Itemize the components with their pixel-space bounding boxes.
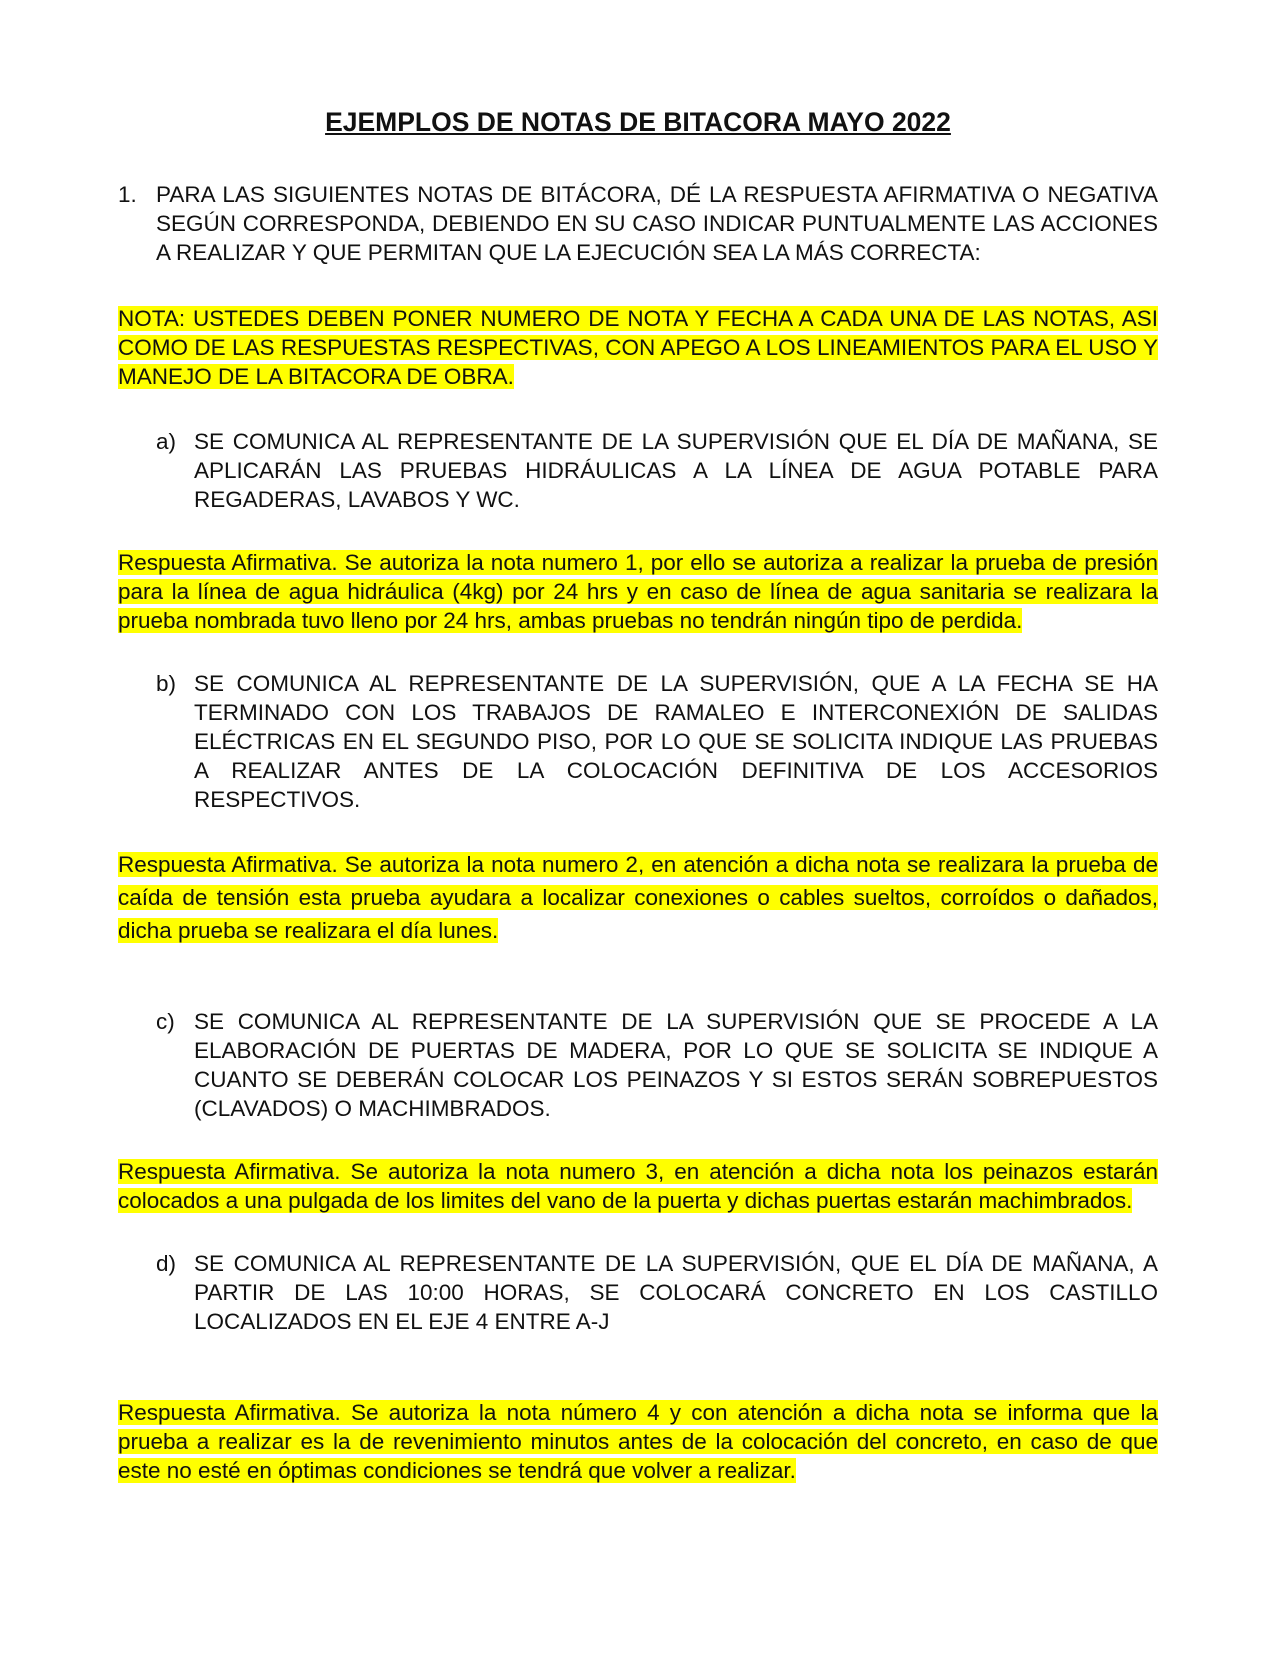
note-item-text: SE COMUNICA AL REPRESENTANTE DE LA SUPERVISIÓN QUE SE PROCEDE A LA ELABORACIÓN DE PUERTAS DE MADERA, POR LO QUE SE SOLICITA SE INDIQUE A CUANTO SE DEBERÁN COLOCAR LOS PEINAZOS Y SI ESTOS SERÁN SOBREPUESTOS (CLAVADOS) O MACHIMBRADOS. [194,1009,1158,1121]
question-number: 1. [118,182,137,207]
answer-text: Respuesta Afirmativa. Se autoriza la nota numero 1, por ello se autoriza a realizar la prueba de presión para la línea de agua hidráulica (4kg) por 24 hrs y en caso de línea de agua sanitaria se realizara la prueba nombrada tuvo lleno por 24 hrs, ambas pruebas no tendrán ningún tipo de perdida. [118,550,1158,633]
answer-text: Respuesta Afirmativa. Se autoriza la nota numero 2, en atención a dicha nota se realizara la prueba de caída de tensión esta prueba ayudara a localizar conexiones o cables sueltos, corroídos o dañados, dicha prueba se realizara el día lunes. [118,852,1158,943]
instruction-note [118,304,1158,391]
answer-c [118,1157,1158,1215]
note-item-b [156,669,1158,814]
note-item-d [156,1249,1158,1336]
answer-b [118,848,1158,947]
note-item-label: a) [156,429,177,454]
note-item-text: SE COMUNICA AL REPRESENTANTE DE LA SUPERVISIÓN, QUE A LA FECHA SE HA TERMINADO CON LOS TRABAJOS DE RAMALEO E INTERCONEXIÓN DE SALIDAS ELÉCTRICAS EN EL SEGUNDO PISO, POR LO QUE SE SOLICITA INDIQUE LAS PRUEBAS A REALIZAR ANTES DE LA COLOCACIÓN DEFINITIVA DE LOS ACCESORIOS RESPECTIVOS. [194,671,1158,812]
question-text: PARA LAS SIGUIENTES NOTAS DE BITÁCORA, DÉ LA RESPUESTA AFIRMATIVA O NEGATIVA SEGÚN CORRESPONDA, DEBIENDO EN SU CASO INDICAR PUNTUALMENTE LAS ACCIONES A REALIZAR Y QUE PERMITAN QUE LA EJECUCIÓN SEA LA MÁS CORRECTA: [156,182,1158,265]
answer-text: Respuesta Afirmativa. Se autoriza la nota número 4 y con atención a dicha nota se informa que la prueba a realizar es la de revenimiento minutos antes de la colocación del concreto, en caso de que este no esté en óptimas condiciones se tendrá que volver a realizar. [118,1400,1158,1483]
document-page [118,104,1158,1485]
answer-d [118,1398,1158,1485]
note-item-label: c) [156,1009,175,1034]
instruction-note-text: NOTA: USTEDES DEBEN PONER NUMERO DE NOTA Y FECHA A CADA UNA DE LAS NOTAS, ASI COMO DE LAS RESPUESTAS RESPECTIVAS, CON APEGO A LOS LINEAMIENTOS PARA EL USO Y MANEJO DE LA BITACORA DE OBRA. [118,306,1158,389]
note-item-a [156,427,1158,514]
note-item-c [156,1007,1158,1123]
note-item-label: b) [156,671,177,696]
note-item-label: d) [156,1251,177,1276]
note-item-text: SE COMUNICA AL REPRESENTANTE DE LA SUPERVISIÓN QUE EL DÍA DE MAÑANA, SE APLICARÁN LAS PRUEBAS HIDRÁULICAS A LA LÍNEA DE AGUA POTABLE PARA REGADERAS, LAVABOS Y WC. [194,429,1158,512]
question-1 [118,180,1158,267]
note-item-text: SE COMUNICA AL REPRESENTANTE DE LA SUPERVISIÓN, QUE EL DÍA DE MAÑANA, A PARTIR DE LAS 10:00 HORAS, SE COLOCARÁ CONCRETO EN LOS CASTILLO LOCALIZADOS EN EL EJE 4 ENTRE A-J [194,1251,1158,1334]
document-title: EJEMPLOS DE NOTAS DE BITACORA MAYO 2022 [325,107,951,137]
answer-a [118,548,1158,635]
answer-text: Respuesta Afirmativa. Se autoriza la nota numero 3, en atención a dicha nota los peinazos estarán colocados a una pulgada de los limites del vano de la puerta y dichas puertas estarán machimbrados. [118,1159,1158,1213]
